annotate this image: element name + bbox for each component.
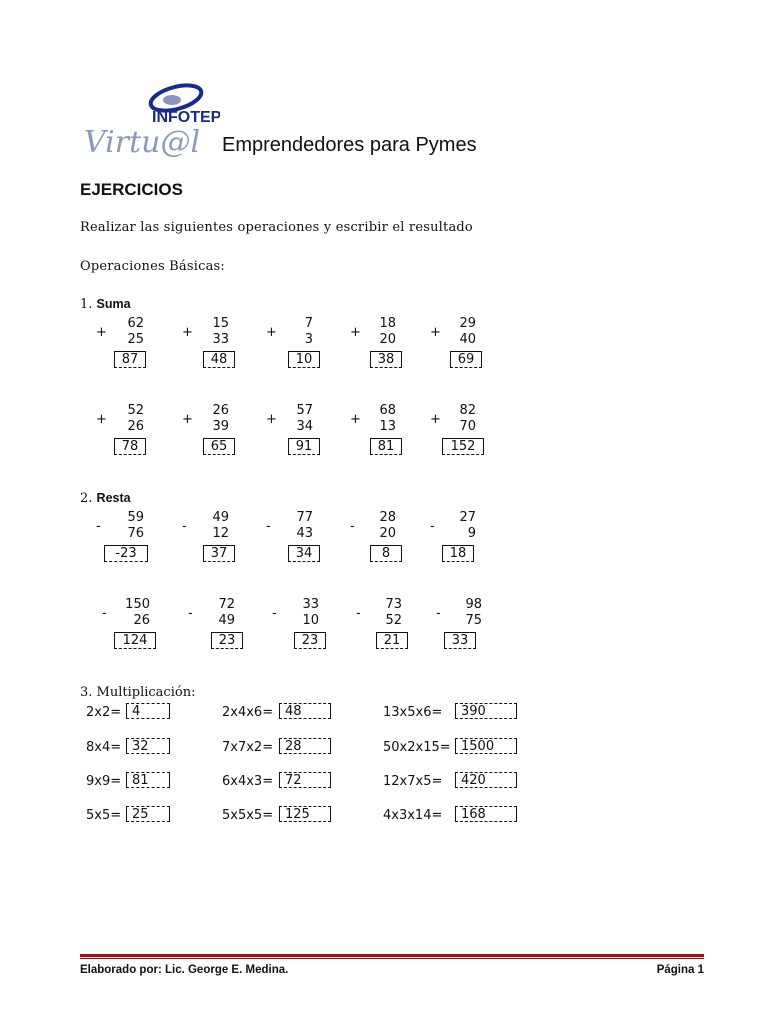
multiplication-expression: 5x5= [86,808,122,823]
answer-box[interactable]: 25 [126,806,170,822]
operator-sign: - [102,606,107,621]
resta-heading [80,491,131,506]
footer-rule [80,954,704,957]
operator-sign: + [182,325,193,340]
infotep-virtual-logo [80,80,220,160]
footer-author: Elaborado por: Lic. George E. Medina. [80,964,289,976]
operand-top: 18 [379,316,396,331]
answer-box[interactable]: 69 [450,351,482,368]
multiplicacion-heading: 3. Multiplicación: [80,685,196,700]
answer-box[interactable]: 87 [114,351,146,368]
resta-heading-number: 2. [80,491,93,506]
operand-top: 98 [465,597,482,612]
operator-sign: - [436,606,441,621]
operator-sign: + [350,412,361,427]
operand-bottom: 9 [467,526,476,541]
operand-top: 29 [459,316,476,331]
answer-box[interactable]: 124 [114,632,156,649]
answer-box[interactable]: 72 [279,772,331,788]
operator-sign: - [350,519,355,534]
operand-top: 27 [459,510,476,525]
operand-bottom: 26 [127,419,144,434]
answer-box[interactable]: 4 [126,703,170,719]
operator-sign: - [356,606,361,621]
operand-bottom: 25 [127,332,144,347]
answer-box[interactable]: 33 [444,632,476,649]
operand-top: 26 [212,403,229,418]
operator-sign: + [182,412,193,427]
operand-top: 7 [304,316,313,331]
answer-box[interactable]: 48 [279,703,331,719]
operator-sign: + [96,325,107,340]
suma-heading-number: 1. [80,297,93,312]
operand-bottom: 40 [459,332,476,347]
operator-sign: + [430,412,441,427]
operand-top: 57 [296,403,313,418]
operand-bottom: 34 [296,419,313,434]
logo-script-text: Virtu@l [84,125,201,160]
answer-box[interactable]: 37 [203,545,235,562]
answer-box[interactable]: 28 [279,738,331,754]
answer-box[interactable]: 38 [370,351,402,368]
operator-sign: + [266,325,277,340]
answer-box[interactable]: 1500 [455,738,517,754]
operator-sign: - [430,519,435,534]
operand-bottom: 43 [296,526,313,541]
multiplication-expression: 5x5x5= [222,808,274,823]
operand-bottom: 26 [133,613,150,628]
answer-box[interactable]: 420 [455,772,517,788]
instruction-text: Realizar las siguientes operaciones y escribir el resultado [80,220,473,235]
answer-box[interactable]: 32 [126,738,170,754]
answer-box[interactable]: 21 [376,632,408,649]
answer-box[interactable]: 390 [455,703,517,719]
answer-box[interactable]: 34 [288,545,320,562]
multiplication-expression: 8x4= [86,740,122,755]
operand-top: 15 [212,316,229,331]
answer-box[interactable]: 18 [442,545,474,562]
answer-box[interactable]: 8 [370,545,402,562]
answer-box[interactable]: 65 [203,438,235,455]
operand-bottom: 49 [218,613,235,628]
operator-sign: + [350,325,361,340]
operator-sign: - [188,606,193,621]
section-title: EJERCICIOS [80,180,183,199]
answer-box[interactable]: 10 [288,351,320,368]
multiplication-expression: 50x2x15= [383,740,451,755]
multiplication-expression: 13x5x6= [383,705,443,720]
operand-top: 73 [385,597,402,612]
answer-box[interactable]: 81 [126,772,170,788]
operator-sign: - [96,519,101,534]
suma-heading [80,297,131,312]
operand-bottom: 3 [304,332,313,347]
footer-rule-thin [80,958,704,959]
operand-bottom: 20 [379,526,396,541]
multiplication-expression: 6x4x3= [222,774,274,789]
operand-bottom: 10 [302,613,319,628]
operand-bottom: 52 [385,613,402,628]
subtitle-text: Operaciones Básicas: [80,259,225,274]
operand-top: 28 [379,510,396,525]
answer-box[interactable]: 23 [211,632,243,649]
answer-box[interactable]: 81 [370,438,402,455]
operand-top: 33 [302,597,319,612]
footer-page-number: Página 1 [656,964,704,976]
resta-heading-label: Resta [96,491,131,505]
operand-top: 62 [127,316,144,331]
answer-box[interactable]: 125 [279,806,331,822]
operand-bottom: 70 [459,419,476,434]
logo-brand-text: INFOTEP [152,109,220,126]
multiplication-expression: 7x7x2= [222,740,274,755]
operand-top: 59 [127,510,144,525]
operator-sign: + [266,412,277,427]
operator-sign: - [272,606,277,621]
multiplication-expression: 2x2= [86,705,122,720]
suma-heading-label: Suma [96,297,131,311]
answer-box[interactable]: 152 [442,438,484,455]
answer-box[interactable]: 78 [114,438,146,455]
answer-box[interactable]: 23 [294,632,326,649]
operand-top: 82 [459,403,476,418]
operand-bottom: 75 [465,613,482,628]
document-title: Emprendedores para Pymes [222,134,477,156]
answer-box[interactable]: 91 [288,438,320,455]
answer-box[interactable]: 48 [203,351,235,368]
multiplication-expression: 2x4x6= [222,705,274,720]
operand-bottom: 76 [127,526,144,541]
operand-bottom: 20 [379,332,396,347]
operand-bottom: 33 [212,332,229,347]
operand-bottom: 13 [379,419,396,434]
operand-top: 52 [127,403,144,418]
operator-sign: - [182,519,187,534]
operand-top: 77 [296,510,313,525]
answer-box[interactable]: 168 [455,806,517,822]
operator-sign: - [266,519,271,534]
operand-bottom: 12 [212,526,229,541]
operand-top: 68 [379,403,396,418]
operand-top: 49 [212,510,229,525]
operand-top: 72 [218,597,235,612]
multiplication-expression: 12x7x5= [383,774,443,789]
multiplication-expression: 9x9= [86,774,122,789]
operator-sign: + [430,325,441,340]
multiplication-expression: 4x3x14= [383,808,443,823]
operand-bottom: 39 [212,419,229,434]
answer-box[interactable]: -23 [104,545,148,562]
operand-top: 150 [125,597,150,612]
operator-sign: + [96,412,107,427]
